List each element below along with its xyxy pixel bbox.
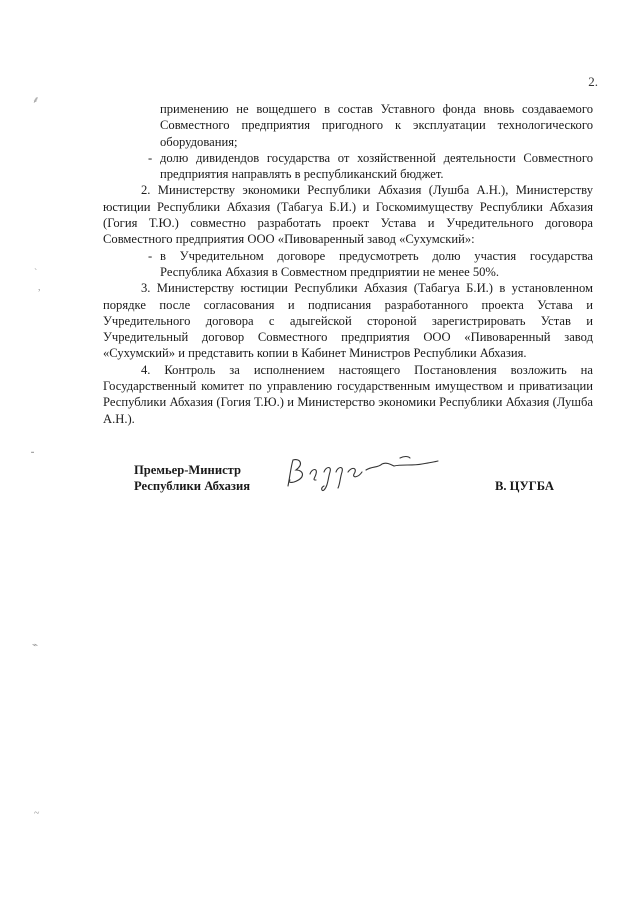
signatory-title-line2: Республики Абхазия	[134, 479, 251, 493]
signature-block	[134, 462, 554, 502]
signatory-title	[134, 462, 250, 494]
dash-bullet: -	[148, 248, 153, 263]
signatory-name: В. ЦУГБА	[494, 479, 554, 493]
paragraph-continuation: применению не вощедшего в состав Уставного фонда вновь создаваемого Совместного предприятия пригодного к эксплуатации технологического оборудования;	[160, 102, 593, 149]
page-number: 2.	[588, 74, 598, 89]
document-body	[103, 101, 593, 427]
dash-bullet: -	[148, 150, 153, 165]
handwritten-signature	[282, 452, 442, 494]
signatory-title-line1: Премьер-Министр	[134, 463, 242, 477]
list-item-text: в Учредительном договоре предусмотреть долю участия государства Республика Абхазия в Совместном предприятии не менее 50%.	[160, 248, 593, 279]
list-item-share	[103, 248, 593, 281]
document-page: 2. применению не вощедшего в состав Уставного фонда вновь создаваемого Совместного предприятия пригодного к эксплуатации технологического оборудования; - долю дивидендов государства от хозяйственной деятельности Совместного предприятия направлять в республиканский бюджет. 2. Министерству экономики Республики Абхазия (Лушба А.Н.), Министерству юстиции Республики Абхазия (Табагуа Б.И.) и Госкомимуществу Республики Абхазия (Гогия Т.Ю.) совместно разработать проект Устава и Учредительного договора Совместного предприятия ООО «Пивоваренный завод «Сухумский»: - в Учредительном договоре предусмотреть долю участия государства Республика Абхазия в Совместном предприятии не менее 50%. 3. Министерству юстиции Республики Абхазия (Табагуа Б.И.) в установленном порядке после согласования и подписания разработанного проекта Устава и Учредительного договора с адыгейской стороной зарегистрировать Устав и Учредительный договор Совместного предприятия ООО «Пивоваренный завод «Сухумский» и представить копии в Кабинет Министров Республики Абхазия. 4. Контроль за исполнением настоящего Постановления возложить на Государственный комитет по управлению государственным имуществом и приватизации Республики Абхазия (Гогия Т.Ю.) и Министерство экономики Республики Абхазия (Лушба А.Н.). Премьер-Министр Республики Абхазия В. ЦУГБА ⸙ ˋ , ⁃ ⌁ ~	[30, 74, 598, 819]
list-item-dividends	[103, 150, 593, 183]
list-item-text: долю дивидендов государства от хозяйственной деятельности Совместного предприятия направлять в республиканский бюджет.	[160, 150, 593, 182]
paragraph-3: 3. Министерству юстиции Республики Абхазия (Табагуа Б.И.) в установленном порядке после согласования и подписания разработанного проекта Устава и Учредительного договора с адыгейской стороной зарегистрировать Устав и Учредительный договор Совместного предприятия ООО «Пивоваренный завод «Сухумский» и представить копии в Кабинет Министров Республики Абхазия.	[103, 281, 593, 361]
paragraph-4: 4. Контроль за исполнением настоящего Постановления возложить на Государственный комитет по управлению государственным имуществом и приватизации Республики Абхазия (Гогия Т.Ю.) и Министерство экономики Республики Абхазия (Лушба А.Н.).	[103, 362, 593, 426]
paragraph-2: 2. Министерству экономики Республики Абхазия (Лушба А.Н.), Министерству юстиции Республики Абхазия (Табагуа Б.И.) и Госкомимуществу Республики Абхазия (Гогия Т.Ю.) совместно разработать проект Устава и Учредительного договора Совместного предприятия ООО «Пивоваренный завод «Сухумский»:	[103, 183, 593, 247]
